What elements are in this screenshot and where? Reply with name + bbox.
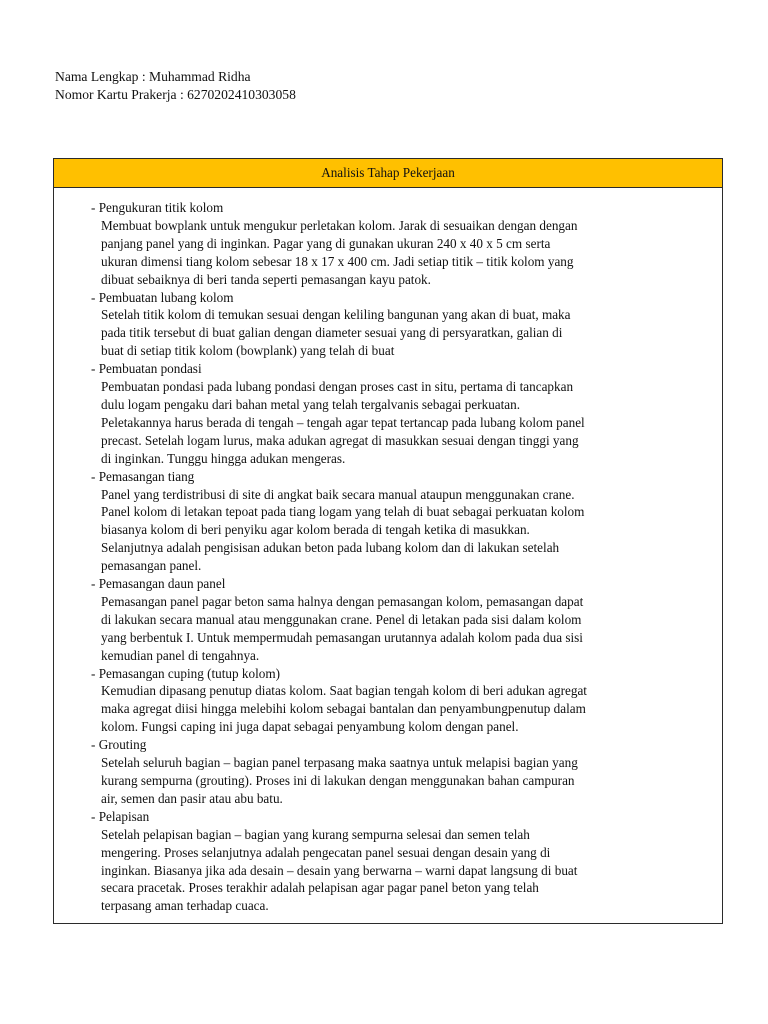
- section-body-line: Panel kolom di letakan tepoat pada tiang logam yang telah di buat sebagai perkuatan kolom: [101, 504, 585, 520]
- section-body-line: Setelah seluruh bagian – bagian panel terpasang maka saatnya untuk melapisi bagian yang: [101, 755, 578, 771]
- analysis-section: [91, 736, 711, 808]
- section-body-line: ukuran dimensi tiang kolom sebesar 18 x 17 x 400 cm. Jadi setiap titik – titik kolom yang: [101, 253, 574, 269]
- section-body: [91, 217, 711, 289]
- section-title: - Pembuatan pondasi: [91, 361, 202, 377]
- prakerja-card-number-line: Nomor Kartu Prakerja : 6270202410303058: [55, 87, 296, 102]
- section-title: - Pemasangan daun panel: [91, 576, 226, 592]
- section-title: - Pemasangan tiang: [91, 468, 195, 484]
- section-body-line: Setelah pelapisan bagian – bagian yang kurang sempurna selesai dan semen telah: [101, 826, 530, 842]
- section-body-line: Pembuatan pondasi pada lubang pondasi dengan proses cast in situ, pertama di tancapkan: [101, 379, 574, 395]
- section-body: [91, 306, 711, 360]
- section-body-line: di inginkan. Tunggu hingga adukan mengeras.: [101, 450, 346, 466]
- section-body: [91, 378, 711, 468]
- section-body-line: maka agregat diisi hingga melebihi kolom sebagai bantalan dan penyambungpenutup dalam: [101, 701, 586, 717]
- section-body: [91, 826, 711, 916]
- section-body-line: Kemudian dipasang penutup diatas kolom. Saat bagian tengah kolom di beri adukan agregat: [101, 683, 587, 699]
- section-title: - Pengukuran titik kolom: [91, 200, 224, 215]
- section-body-line: kolom. Fungsi caping ini juga dapat sebagai penyambung kolom dengan panel.: [101, 719, 519, 735]
- section-body-line: Pemasangan panel pagar beton sama halnya dengan pemasangan kolom, pemasangan dapat: [101, 593, 584, 609]
- section-body-line: Panel yang terdistribusi di site di angkat baik secara manual ataupun menggunakan crane.: [101, 486, 575, 502]
- analysis-section: [91, 575, 711, 665]
- section-body-line: pemasangan panel.: [101, 558, 202, 574]
- section-body-line: Setelah titik kolom di temukan sesuai dengan keliling bangunan yang akan di buat, maka: [101, 307, 571, 323]
- section-body-line: di lakukan secara manual atau menggunakan crane. Penel di letakan pada sisi dalam kolom: [101, 611, 582, 627]
- section-body-line: precast. Setelah logam lurus, maka adukan agregat di masukkan sesuai dengan tinggi yang: [101, 432, 579, 448]
- section-body-line: Selanjutnya adalah pengisisan adukan beton pada lubang kolom dan di lakukan setelah: [101, 540, 560, 556]
- section-body-line: panjang panel yang di inginkan. Pagar yang di gunakan ukuran 240 x 40 x 5 cm serta: [101, 235, 551, 251]
- analysis-section: [91, 199, 711, 289]
- identity-header: [55, 68, 296, 104]
- section-body: [91, 682, 711, 736]
- section-body-line: secara pracetak. Proses terakhir adalah pelapisan agar pagar panel beton yang telah: [101, 880, 539, 896]
- work-stage-analysis-table: [53, 158, 723, 924]
- section-body-line: dulu logam pengaku dari bahan metal yang telah tergalvanis sebagai perkuatan.: [101, 396, 521, 412]
- section-body-line: buat di setiap titik kolom (bowplank) yang telah di buat: [101, 343, 395, 359]
- table-title: Analisis Tahap Pekerjaan: [54, 159, 722, 188]
- full-name-line: Nama Lengkap : Muhammad Ridha: [55, 69, 251, 84]
- analysis-sections: [91, 199, 711, 915]
- analysis-section: [91, 808, 711, 915]
- analysis-section: [91, 468, 711, 575]
- section-title: - Pelapisan: [91, 808, 150, 824]
- section-body-line: pada titik tersebut di buat galian dengan diameter sesuai yang di persyaratkan, galian di: [101, 325, 563, 341]
- section-body-line: air, semen dan pasir atau abu batu.: [101, 790, 283, 806]
- section-body-line: kurang sempurna (grouting). Proses ini di lakukan dengan menggunakan bahan campuran: [101, 773, 575, 788]
- analysis-section: [91, 665, 711, 737]
- section-body: [91, 593, 711, 665]
- section-body-line: Membuat bowplank untuk mengukur perletakan kolom. Jarak di sesuaikan dengan dengan: [101, 217, 578, 233]
- section-title: - Grouting: [91, 737, 147, 753]
- section-body-line: Peletakannya harus berada di tengah – tengah agar tepat tertancap pada lubang kolom panel: [101, 414, 585, 430]
- section-title: - Pembuatan lubang kolom: [91, 289, 234, 305]
- section-body-line: terpasang aman terhadap cuaca.: [101, 898, 269, 914]
- section-body-line: inginkan. Biasanya jika ada desain – desain yang berwarna – warni dapat langsung di buat: [101, 862, 578, 878]
- analysis-section: [91, 360, 711, 467]
- section-body-line: dibuat sebaiknya di beri tanda seperti pemasangan kayu patok.: [101, 271, 431, 287]
- section-title: - Pemasangan cuping (tutup kolom): [91, 665, 280, 681]
- section-body-line: mengering. Proses selanjutnya adalah pengecatan panel sesuai dengan desain yang di: [101, 844, 551, 860]
- section-body-line: biasanya kolom di beri penyiku agar kolom berada di tengah ketika di masukkan.: [101, 522, 530, 538]
- analysis-section: [91, 289, 711, 361]
- section-body-line: kemudian panel di tengahnya.: [101, 647, 260, 663]
- section-body: [91, 486, 711, 576]
- section-body: [91, 754, 711, 808]
- section-body-line: yang berbentuk I. Untuk mempermudah pemasangan urutannya adalah kolom pada dua sisi: [101, 629, 583, 645]
